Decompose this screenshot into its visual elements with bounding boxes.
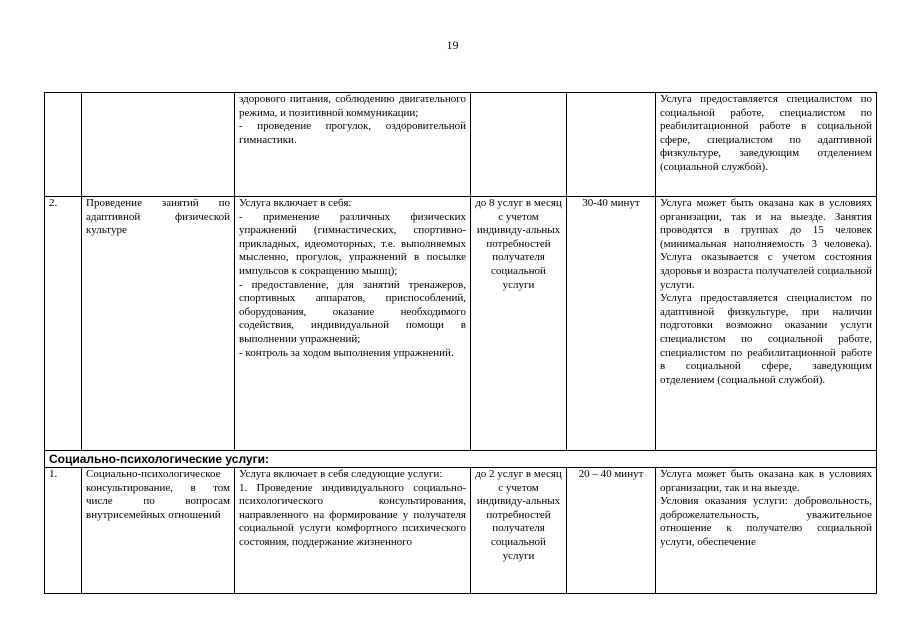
services-table: [44, 92, 877, 594]
content-paragraph: - предоставление, для занятий тренажеров, спортивных аппаратов, приспособлений, оборудования, оказание необходимого содействия, индивидуальной помощи в выполнении упражнений;: [239, 278, 466, 345]
content-paragraph: 1. Проведение индивидуального социально-психологического консультирования, направленного на формирование у получателя социальной услуги комфортного психического состояния, поддержание жизненного: [239, 481, 466, 548]
row-number-cell: 1.: [45, 468, 82, 594]
service-volume-cell: до 2 услуг в месяц с учетом индивиду-альных потребностей получателя социальной услуги: [471, 468, 567, 594]
table-row: [45, 197, 877, 451]
row-number-cell: 2.: [45, 197, 82, 451]
content-paragraph: Услуга включает в себя:: [239, 197, 352, 209]
service-name-cell: Социально-психологическое консультирование, в том числе по вопросам внутрисемейных отношений: [82, 468, 235, 594]
service-duration-cell: 30-40 минут: [567, 197, 656, 451]
service-volume-cell: до 8 услуг в месяц с учетом индивиду-альных потребностей получателя социальной услуги: [471, 197, 567, 451]
service-duration-cell: [567, 93, 656, 197]
conditions-paragraph: Услуга может быть оказана как в условиях организации, так и на выезде.: [660, 468, 872, 494]
service-name-cell: [82, 93, 235, 197]
row-number-cell: [45, 93, 82, 197]
service-volume-cell: [471, 93, 567, 197]
content-paragraph: - применение различных физических упражнений (гимнастических, спортивно-прикладных, идеомоторных, т.е. выполняемых мысленно, прогулок, упражнений в посылке импульсов к сокращению мышц);: [239, 210, 466, 277]
content-paragraph: здорового питания, соблюдению двигательного режима, и позитивной коммуникации;: [239, 93, 466, 119]
service-content-cell: [235, 93, 471, 197]
conditions-paragraph: Услуга предоставляется специалистом по социальной работе, специалистом по реабилитационной работе в социальной сфере, специалистом по адаптивной физкультуре, заведующим отделением (социальной службой).: [660, 93, 872, 173]
page-number: 19: [446, 38, 459, 52]
conditions-paragraph: Услуга может быть оказана как в условиях организации, так и на выезде. Занятия проводятся в группах до 15 человек (минимальная наполняемость 3 человека). Услуга оказывается с учетом состояния здоровья и возраста получателей социальной услуги.: [660, 197, 872, 291]
content-paragraph: - контроль за ходом выполнения упражнений.: [239, 346, 454, 359]
service-content-cell: [235, 197, 471, 451]
table-row: [45, 93, 877, 197]
content-paragraph: Услуга включает в себя следующие услуги:: [239, 468, 443, 480]
service-name-cell: Проведение занятий по адаптивной физической культуре: [82, 197, 235, 451]
table-row: [45, 468, 877, 594]
conditions-paragraph: Услуга предоставляется специалистом по адаптивной физкультуре, при наличии подготовки возможно оказании услуги специалистом по социальной работе, специалистом по реабилитационной работе в социальной сфере, заведующим отделением (социальной службой).: [660, 292, 872, 386]
content-paragraph: - проведение прогулок, оздоровительной гимнастики.: [239, 120, 466, 146]
conditions-paragraph: Условия оказания услуги: добровольность, доброжелательность, уважительное отношение к получателю социальной услуги, обеспечение: [660, 495, 872, 548]
section-title: Социально-психологические услуги:: [45, 451, 877, 468]
section-header-row: [45, 451, 877, 468]
service-conditions-cell: [656, 468, 877, 594]
service-duration-cell: 20 – 40 минут: [567, 468, 656, 594]
service-conditions-cell: [656, 197, 877, 451]
service-conditions-cell: [656, 93, 877, 197]
service-content-cell: [235, 468, 471, 594]
